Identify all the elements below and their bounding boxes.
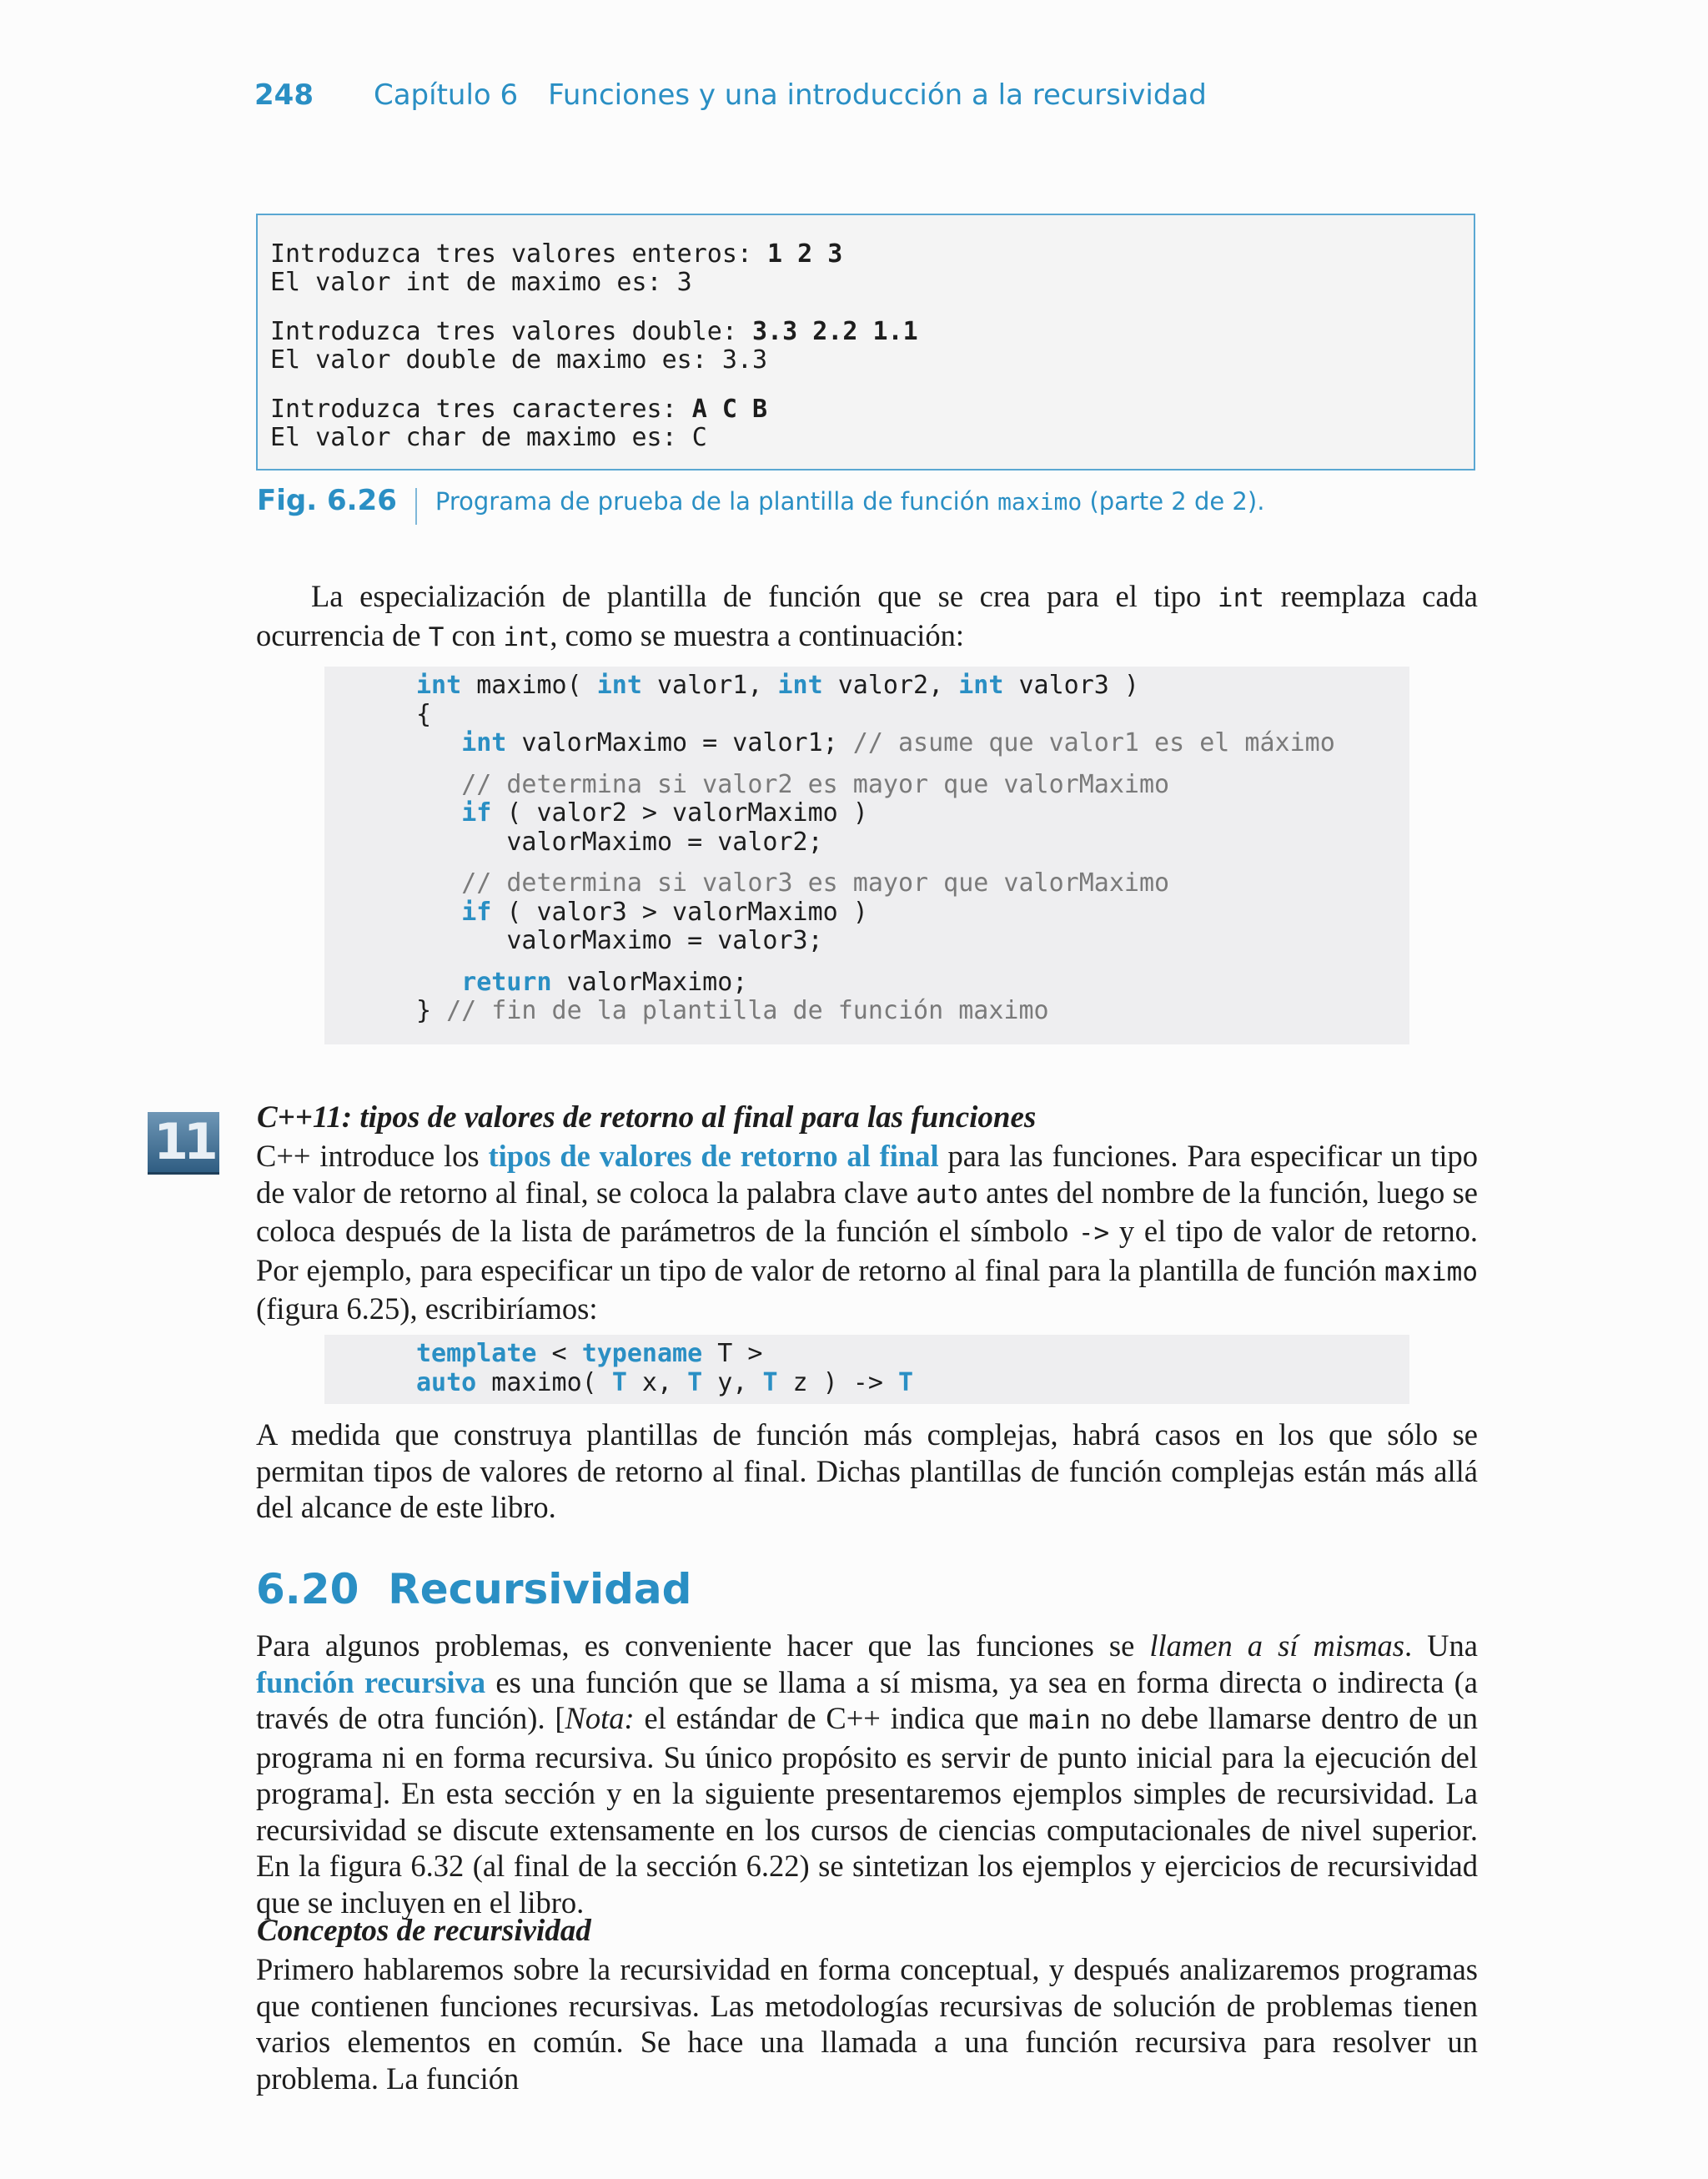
key-term: función recursiva xyxy=(256,1664,486,1699)
user-input: 3.3 2.2 1.1 xyxy=(751,317,918,346)
code-line: valorMaximo = valor3; xyxy=(506,926,823,955)
running-header xyxy=(254,78,1207,112)
figure-caption xyxy=(257,484,1264,525)
paragraph-specialization: La especialización de plantilla de función que se crea para el tipo int reemplaza cada ocurrencia de T con int, como se muestra a continuación: xyxy=(256,579,1478,652)
code-comment: // determina si valor3 es mayor que valorMaximo xyxy=(461,868,1170,898)
code-comment: // determina si valor2 es mayor que valorMaximo xyxy=(461,769,1170,799)
paragraph-recursion-intro: Para algunos problemas, es conveniente hacer que las funciones se llamen a sí mismas. Una función recursiva es una función que se llama a sí misma, ya sea en forma directa o indirecta (a través de otra función). [Nota: el estándar de C++ indica que main no debe llamarse dentro de un programa ni en forma recursiva. Su único propósito es servir de punto inicial para la ejecución del programa]. En esta sección y en la siguiente presentaremos ejemplos simples de recursividad. La recursividad se discute extensamente en los cursos de ciencias computacionales de nivel superior. En la figura 6.32 (al final de la sección 6.22) se sintetizan los ejemplos y ejercicios de recursividad que se incluyen en el libro. xyxy=(256,1628,1479,1920)
section-heading: 6.20 Recursividad xyxy=(256,1565,692,1613)
concepts-heading: Conceptos de recursividad xyxy=(257,1914,591,1948)
paragraph-concepts: Primero hablaremos sobre la recursividad en forma conceptual, y después analizaremos programas que contienen funciones recursivas. Las metodologías recursivas de solución de problemas tienen varios elementos en común. Se hace una llamada a una función recursiva para resolver un problema. La función xyxy=(256,1952,1478,2096)
code-line: template < typename T > xyxy=(416,1339,763,1368)
output-line: El valor double de maximo es: 3.3 xyxy=(270,345,768,375)
program-output-box xyxy=(256,214,1475,471)
output-line: El valor int de maximo es: 3 xyxy=(270,268,692,297)
user-input: 1 2 3 xyxy=(767,239,843,269)
chapter-title: Funciones y una introducción a la recursividad xyxy=(548,78,1207,112)
key-term: tipos de valores de retorno al final xyxy=(488,1139,939,1173)
user-input: A C B xyxy=(691,395,768,424)
caption-divider xyxy=(415,488,417,525)
cpp11-heading: C++11: tipos de valores de retorno al final para las funciones xyxy=(257,1100,1037,1135)
output-line: Introduzca tres caracteres: A C B xyxy=(270,395,768,424)
caption-text: Programa de prueba de la plantilla de función maximo (parte 2 de 2). xyxy=(435,487,1265,516)
code-line: return valorMaximo; xyxy=(461,967,748,997)
code-line: int maximo( int valor1, int valor2, int valor3 ) xyxy=(416,671,1139,700)
output-line: El valor char de maximo es: C xyxy=(270,423,707,452)
code-line: valorMaximo = valor2; xyxy=(506,827,823,857)
paragraph-complex-templates: A medida que construya plantillas de función más complejas, habrá casos en los que sólo se permitan tipos de valores de retorno al final. Dichas plantillas de función complejas están más allá del alcance de este libro. xyxy=(256,1417,1478,1524)
code-line: } // fin de la plantilla de función maximo xyxy=(416,996,1049,1025)
code-block-auto-maximo xyxy=(324,1335,1409,1404)
output-line: Introduzca tres valores enteros: 1 2 3 xyxy=(270,239,843,269)
figure-number: Fig. 6.26 xyxy=(257,484,397,517)
chapter-label: Capítulo 6 xyxy=(373,78,519,112)
code-block-int-maximo xyxy=(324,667,1409,1044)
cpp11-badge-icon: 11 xyxy=(148,1112,219,1172)
output-line: Introduzca tres valores double: 3.3 2.2 1.1 xyxy=(270,317,918,346)
code-line: { xyxy=(416,699,432,729)
code-line: if ( valor2 > valorMaximo ) xyxy=(461,798,868,828)
code-line: auto maximo( T x, T y, T z ) -> T xyxy=(416,1367,914,1397)
code-line: if ( valor3 > valorMaximo ) xyxy=(461,897,868,927)
paragraph-trailing-return: C++ introduce los tipos de valores de retorno al final para las funciones. Para especificar un tipo de valor de retorno al final, se coloca la palabra clave auto antes del nombre de la función, luego se coloca después de la lista de parámetros de la función el símbolo -> y el tipo de valor de retorno. Por ejemplo, para especificar un tipo de valor de retorno al final para la plantilla de función maximo (figura 6.25), escribiríamos: xyxy=(256,1139,1479,1326)
page-number: 248 xyxy=(254,78,314,112)
code-line: int valorMaximo = valor1; // asume que valor1 es el máximo xyxy=(461,728,1335,757)
